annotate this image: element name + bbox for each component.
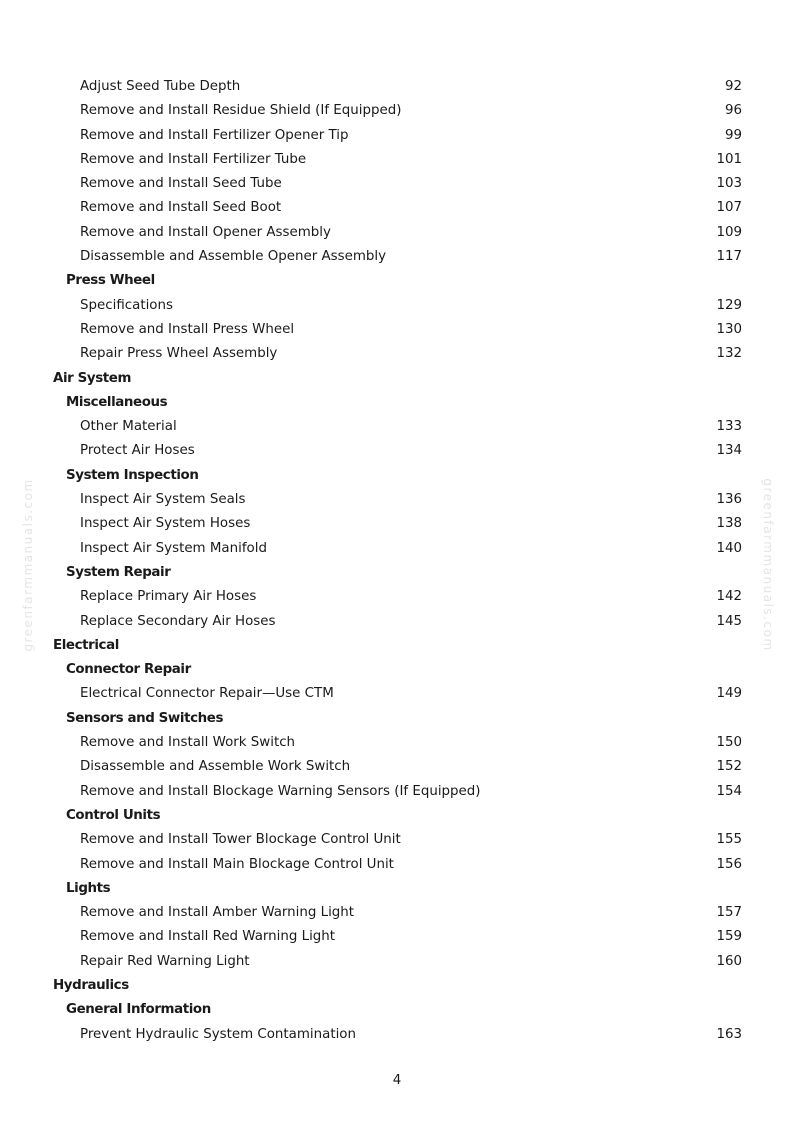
toc-entry[interactable]	[0, 755, 794, 779]
toc-entry-label: Remove and Install Red Warning Light	[80, 929, 336, 945]
toc-entry-label: Inspect Air System Manifold	[80, 540, 267, 556]
toc-entry-page: 138	[716, 516, 742, 532]
toc-chapter-heading	[0, 367, 794, 391]
toc-entry-page: 101	[716, 151, 742, 167]
toc-entry-page: 133	[716, 419, 742, 435]
toc-entry-page: 136	[716, 492, 742, 508]
toc-entry-label: Lights	[66, 880, 111, 896]
toc-entry[interactable]	[0, 780, 794, 804]
toc-entry[interactable]	[0, 318, 794, 342]
toc-entry-label: Remove and Install Blockage Warning Sensors (If Equipped)	[80, 783, 481, 799]
toc-entry[interactable]	[0, 512, 794, 536]
toc-entry[interactable]	[0, 294, 794, 318]
toc-entry-label: Prevent Hydraulic System Contamination	[80, 1026, 356, 1042]
toc-entry-label: Repair Red Warning Light	[80, 953, 250, 969]
toc-entry-page: 149	[716, 686, 742, 702]
toc-section-heading	[0, 269, 794, 293]
toc-section-heading	[0, 658, 794, 682]
toc-entry-label: System Inspection	[66, 467, 199, 483]
toc-entry-label: Electrical Connector Repair—Use CTM	[80, 686, 334, 702]
toc-entry-label: Remove and Install Work Switch	[80, 735, 296, 751]
watermark-left: greenfarmmanuals.com	[21, 478, 35, 652]
toc-chapter-heading	[0, 974, 794, 998]
toc-entry-page: 109	[716, 224, 742, 240]
toc-entry-page: 103	[716, 176, 742, 192]
toc-entry-page: 92	[724, 79, 742, 94]
toc-entry-page: 163	[716, 1026, 742, 1042]
toc-section-heading	[0, 877, 794, 901]
toc-entry-page: 140	[716, 540, 742, 556]
toc-entry-label: Inspect Air System Hoses	[80, 516, 251, 532]
toc-entry-page: 142	[716, 589, 742, 605]
table-of-contents	[0, 75, 794, 1047]
toc-entry-label: Remove and Install Tower Blockage Control Unit	[80, 832, 401, 848]
toc-entry-label: Control Units	[66, 807, 161, 823]
toc-entry-label: Remove and Install Seed Boot	[80, 200, 282, 216]
toc-section-heading	[0, 561, 794, 585]
toc-entry-label: Electrical	[53, 637, 119, 653]
toc-entry[interactable]	[0, 950, 794, 974]
toc-entry[interactable]	[0, 148, 794, 172]
toc-entry[interactable]	[0, 196, 794, 220]
toc-entry-label: General Information	[66, 1002, 211, 1018]
toc-entry[interactable]	[0, 585, 794, 609]
toc-entry-label: Remove and Install Fertilizer Tube	[80, 151, 307, 167]
toc-entry-page: 150	[716, 735, 742, 751]
page-number: 4	[392, 1073, 402, 1088]
toc-entry-label: Hydraulics	[53, 977, 129, 993]
toc-entry-page: 156	[716, 856, 742, 872]
toc-entry-label: Disassemble and Assemble Work Switch	[80, 759, 351, 775]
toc-entry[interactable]	[0, 925, 794, 949]
toc-entry-label: Adjust Seed Tube Depth	[80, 79, 241, 94]
toc-entry[interactable]	[0, 99, 794, 123]
toc-section-heading	[0, 464, 794, 488]
toc-entry-label: Replace Secondary Air Hoses	[80, 613, 276, 629]
toc-entry[interactable]	[0, 415, 794, 439]
toc-entry-label: Air System	[53, 370, 131, 386]
toc-entry-label: Connector Repair	[66, 662, 191, 678]
toc-entry[interactable]	[0, 901, 794, 925]
toc-entry[interactable]	[0, 537, 794, 561]
toc-entry-label: Remove and Install Amber Warning Light	[80, 905, 355, 921]
toc-entry-label: Remove and Install Residue Shield (If Equipped)	[80, 103, 402, 119]
toc-entry[interactable]	[0, 439, 794, 463]
toc-entry-label: Remove and Install Seed Tube	[80, 176, 282, 192]
toc-entry-label: Other Material	[80, 419, 177, 435]
watermark-right: greenfarmmanuals.com	[761, 478, 775, 652]
toc-entry[interactable]	[0, 828, 794, 852]
toc-entry[interactable]	[0, 342, 794, 366]
toc-entry-page: 132	[716, 346, 742, 362]
toc-entry-label: Sensors and Switches	[66, 710, 224, 726]
toc-entry[interactable]	[0, 75, 794, 99]
toc-entry-page: 159	[716, 929, 742, 945]
toc-entry-label: Repair Press Wheel Assembly	[80, 346, 278, 362]
toc-entry-page: 160	[716, 953, 742, 969]
toc-section-heading	[0, 707, 794, 731]
toc-entry-label: Remove and Install Fertilizer Opener Tip	[80, 127, 349, 143]
toc-entry-page: 155	[716, 832, 742, 848]
toc-entry-label: Protect Air Hoses	[80, 443, 195, 459]
toc-entry[interactable]	[0, 610, 794, 634]
toc-entry-label: Remove and Install Press Wheel	[80, 321, 295, 337]
toc-entry-label: Disassemble and Assemble Opener Assembly	[80, 249, 387, 265]
toc-entry-label: Replace Primary Air Hoses	[80, 589, 257, 605]
toc-entry[interactable]	[0, 682, 794, 706]
toc-section-heading	[0, 391, 794, 415]
toc-entry-page: 157	[716, 905, 742, 921]
toc-entry-page: 96	[724, 103, 742, 119]
toc-entry[interactable]	[0, 853, 794, 877]
toc-entry[interactable]	[0, 488, 794, 512]
toc-entry-page: 129	[716, 297, 742, 313]
toc-entry-label: Remove and Install Main Blockage Control Unit	[80, 856, 394, 872]
toc-entry[interactable]	[0, 1023, 794, 1047]
toc-entry-label: Remove and Install Opener Assembly	[80, 224, 331, 240]
toc-entry-page: 134	[716, 443, 742, 459]
toc-entry-label: Press Wheel	[66, 273, 155, 289]
toc-entry[interactable]	[0, 124, 794, 148]
toc-entry-page: 107	[716, 200, 742, 216]
toc-entry-page: 117	[716, 249, 742, 265]
toc-entry-page: 99	[724, 127, 742, 143]
toc-entry-label: System Repair	[66, 564, 171, 580]
toc-entry-label: Miscellaneous	[66, 394, 168, 410]
toc-entry-page: 152	[716, 759, 742, 775]
toc-entry[interactable]	[0, 172, 794, 196]
toc-entry-page: 154	[716, 783, 742, 799]
toc-section-heading	[0, 804, 794, 828]
toc-entry[interactable]	[0, 221, 794, 245]
toc-entry[interactable]	[0, 245, 794, 269]
toc-entry-page: 130	[716, 321, 742, 337]
toc-entry[interactable]	[0, 731, 794, 755]
toc-entry-label: Specifications	[80, 297, 173, 313]
toc-section-heading	[0, 998, 794, 1022]
toc-chapter-heading	[0, 634, 794, 658]
toc-entry-label: Inspect Air System Seals	[80, 492, 246, 508]
toc-entry-page: 145	[716, 613, 742, 629]
